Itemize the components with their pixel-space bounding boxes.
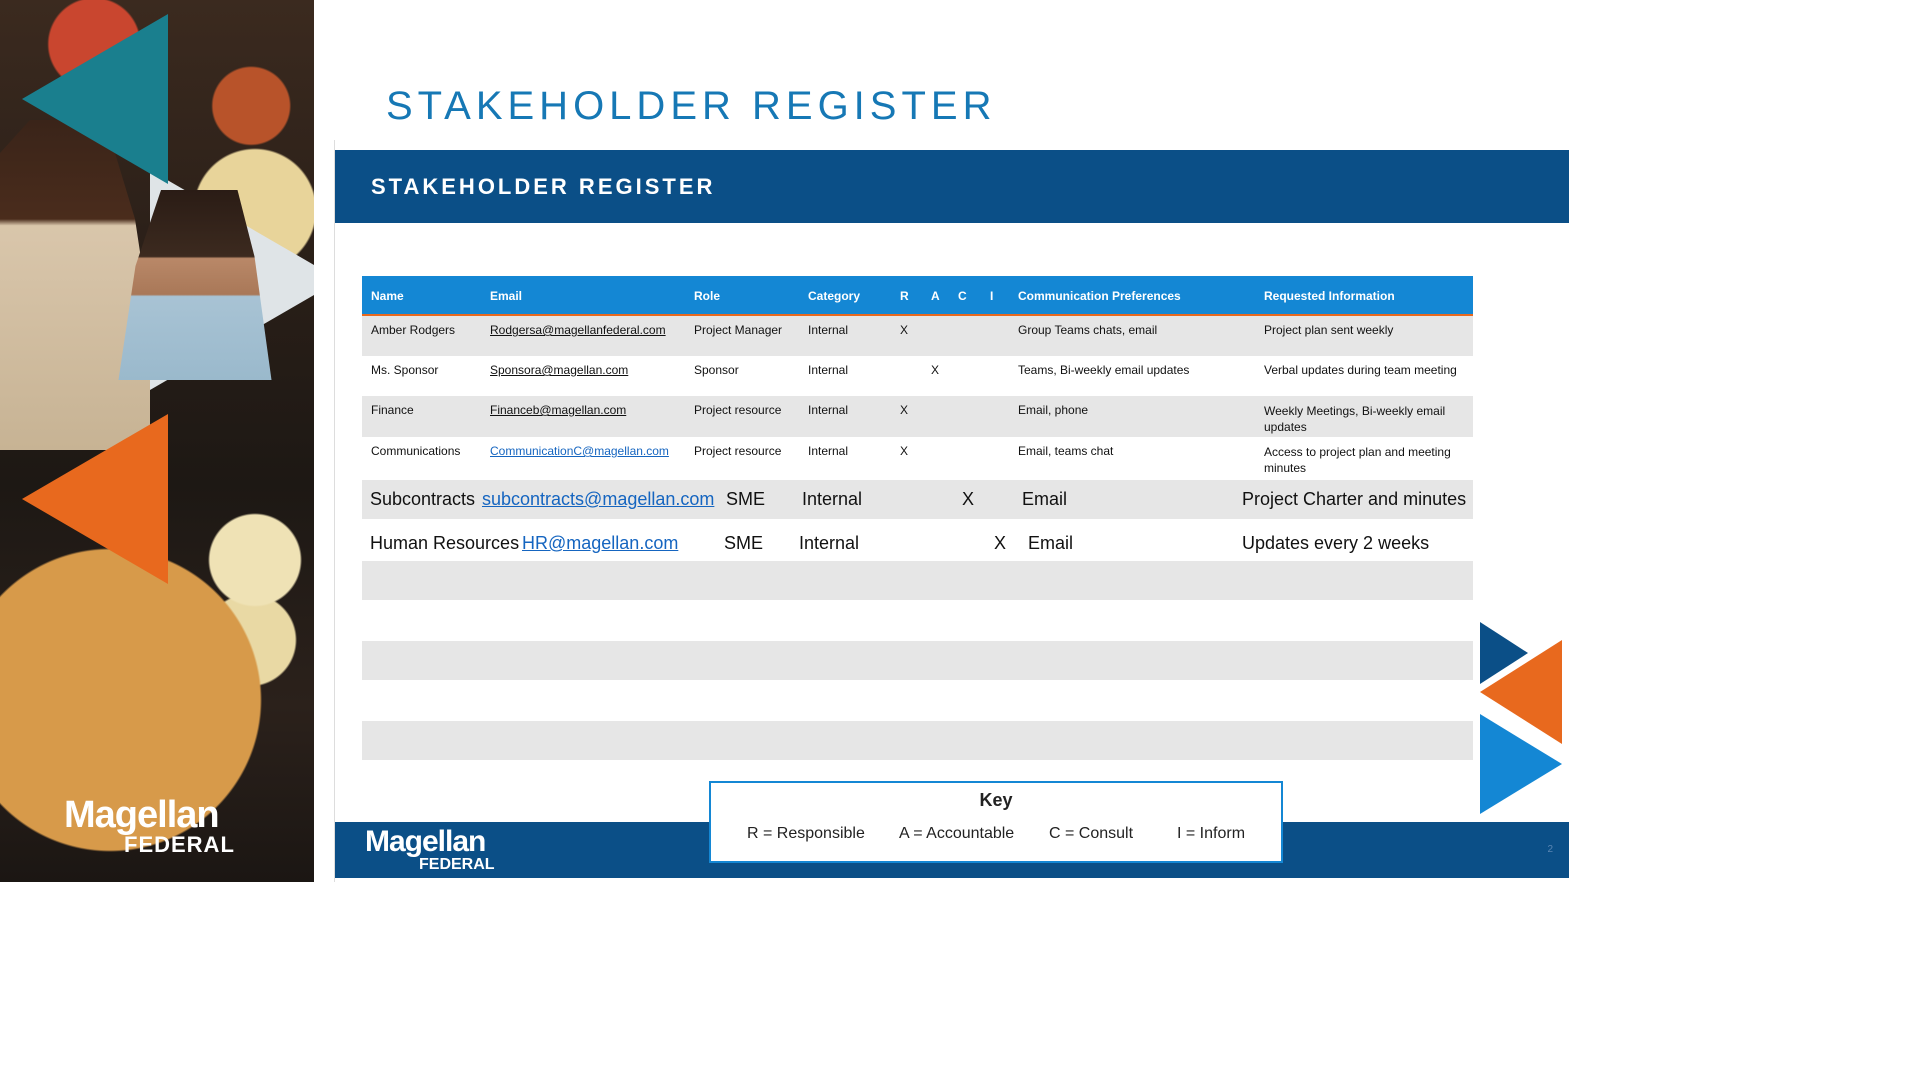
table-row [362,396,1473,437]
email-link[interactable]: Financeb@magellan.com [490,403,627,417]
cell-role: SME [726,489,766,509]
magellan-logo [365,827,495,873]
key-item-consult: C = Consult [1049,825,1134,842]
page-number: 2 [1547,844,1553,855]
cell-comm: Email, teams chat [1018,444,1114,458]
cell-role: SME [724,533,764,553]
logo-text-line1: Magellan [64,794,219,836]
cell-comm: Email [1022,489,1068,509]
food-photo-collage [0,0,314,882]
cell-info: Verbal updates during team meeting [1264,363,1457,377]
header-requested-info: Requested Information [1264,289,1395,303]
inner-header-bar [335,150,1569,223]
cell-category: Internal [808,403,849,417]
embedded-slide [334,140,1569,882]
table-row [362,437,1473,480]
cell-category: Internal [799,533,860,553]
woman-eating-photo [110,190,280,380]
header-role: Role [694,289,721,303]
cell-category: Internal [808,444,849,458]
empty-table-row [362,721,1473,760]
header-a: A [931,289,940,303]
cell-r: X [900,323,909,337]
cell-info: Project plan sent weekly [1264,323,1394,337]
cell-r: X [900,403,909,417]
header-category: Category [808,289,861,303]
cell-name: Subcontracts [370,489,476,509]
cell-name: Ms. Sponsor [371,363,439,377]
logo-text-line2: FEDERAL [124,832,235,857]
cell-info: Updates every 2 weeks [1242,533,1430,553]
header-email: Email [490,289,523,303]
cell-role: Project Manager [694,323,783,337]
header-c: C [958,289,967,303]
cell-role: Project resource [694,444,782,458]
key-item-inform: I = Inform [1177,825,1246,842]
stakeholder-table [362,276,1473,760]
cell-role: Sponsor [694,363,739,377]
cell-i: X [994,533,1007,553]
cell-name: Communications [371,444,461,458]
cell-r: X [900,444,909,458]
email-link[interactable]: HR@magellan.com [522,533,679,553]
cell-comm: Email [1028,533,1074,553]
header-r: R [900,289,909,303]
cell-comm: Group Teams chats, email [1018,323,1158,337]
empty-table-row [362,561,1473,600]
raci-key-box [709,781,1283,863]
cell-c: X [962,489,975,509]
logo-text-line2: FEDERAL [419,856,495,873]
cell-name: Human Resources [370,533,520,553]
man-eating-photo [0,120,150,450]
table-row [362,356,1473,396]
inner-slide-title: STAKEHOLDER REGISTER [371,174,716,199]
header-comm-prefs: Communication Preferences [1018,289,1181,303]
empty-table-row [362,641,1473,680]
key-title: Key [979,790,1013,810]
cell-category: Internal [802,489,863,509]
header-name: Name [371,289,404,303]
cell-role: Project resource [694,403,782,417]
table-row [362,480,1473,519]
empty-table-row [362,600,1473,641]
table-row [362,316,1473,356]
slide-title: STAKEHOLDER REGISTER [386,84,997,128]
cell-category: Internal [808,363,849,377]
key-item-responsible: R = Responsible [747,825,865,842]
cell-category: Internal [808,323,849,337]
cell-a: X [931,363,940,377]
cell-info: Project Charter and minutes [1242,489,1467,509]
email-link[interactable]: CommunicationC@magellan.com [490,444,669,458]
key-item-accountable: A = Accountable [899,825,1015,842]
cell-comm: Teams, Bi-weekly email updates [1018,363,1190,377]
logo-text-line1: Magellan [365,825,486,858]
table-row [362,519,1473,561]
magellan-logo [64,796,235,856]
header-i: I [990,289,994,303]
cell-name: Finance [371,403,414,417]
cell-name: Amber Rodgers [371,323,456,337]
cell-comm: Email, phone [1018,403,1089,417]
email-link[interactable]: subcontracts@magellan.com [482,489,715,509]
table-header-row [362,276,1473,316]
cell-info: Access to project plan and meeting minutes [1264,445,1451,475]
cell-info: Weekly Meetings, Bi-weekly email updates [1264,404,1446,434]
email-link[interactable]: Rodgersa@magellanfederal.com [490,323,666,337]
email-link[interactable]: Sponsora@magellan.com [490,363,629,377]
empty-table-row [362,680,1473,721]
